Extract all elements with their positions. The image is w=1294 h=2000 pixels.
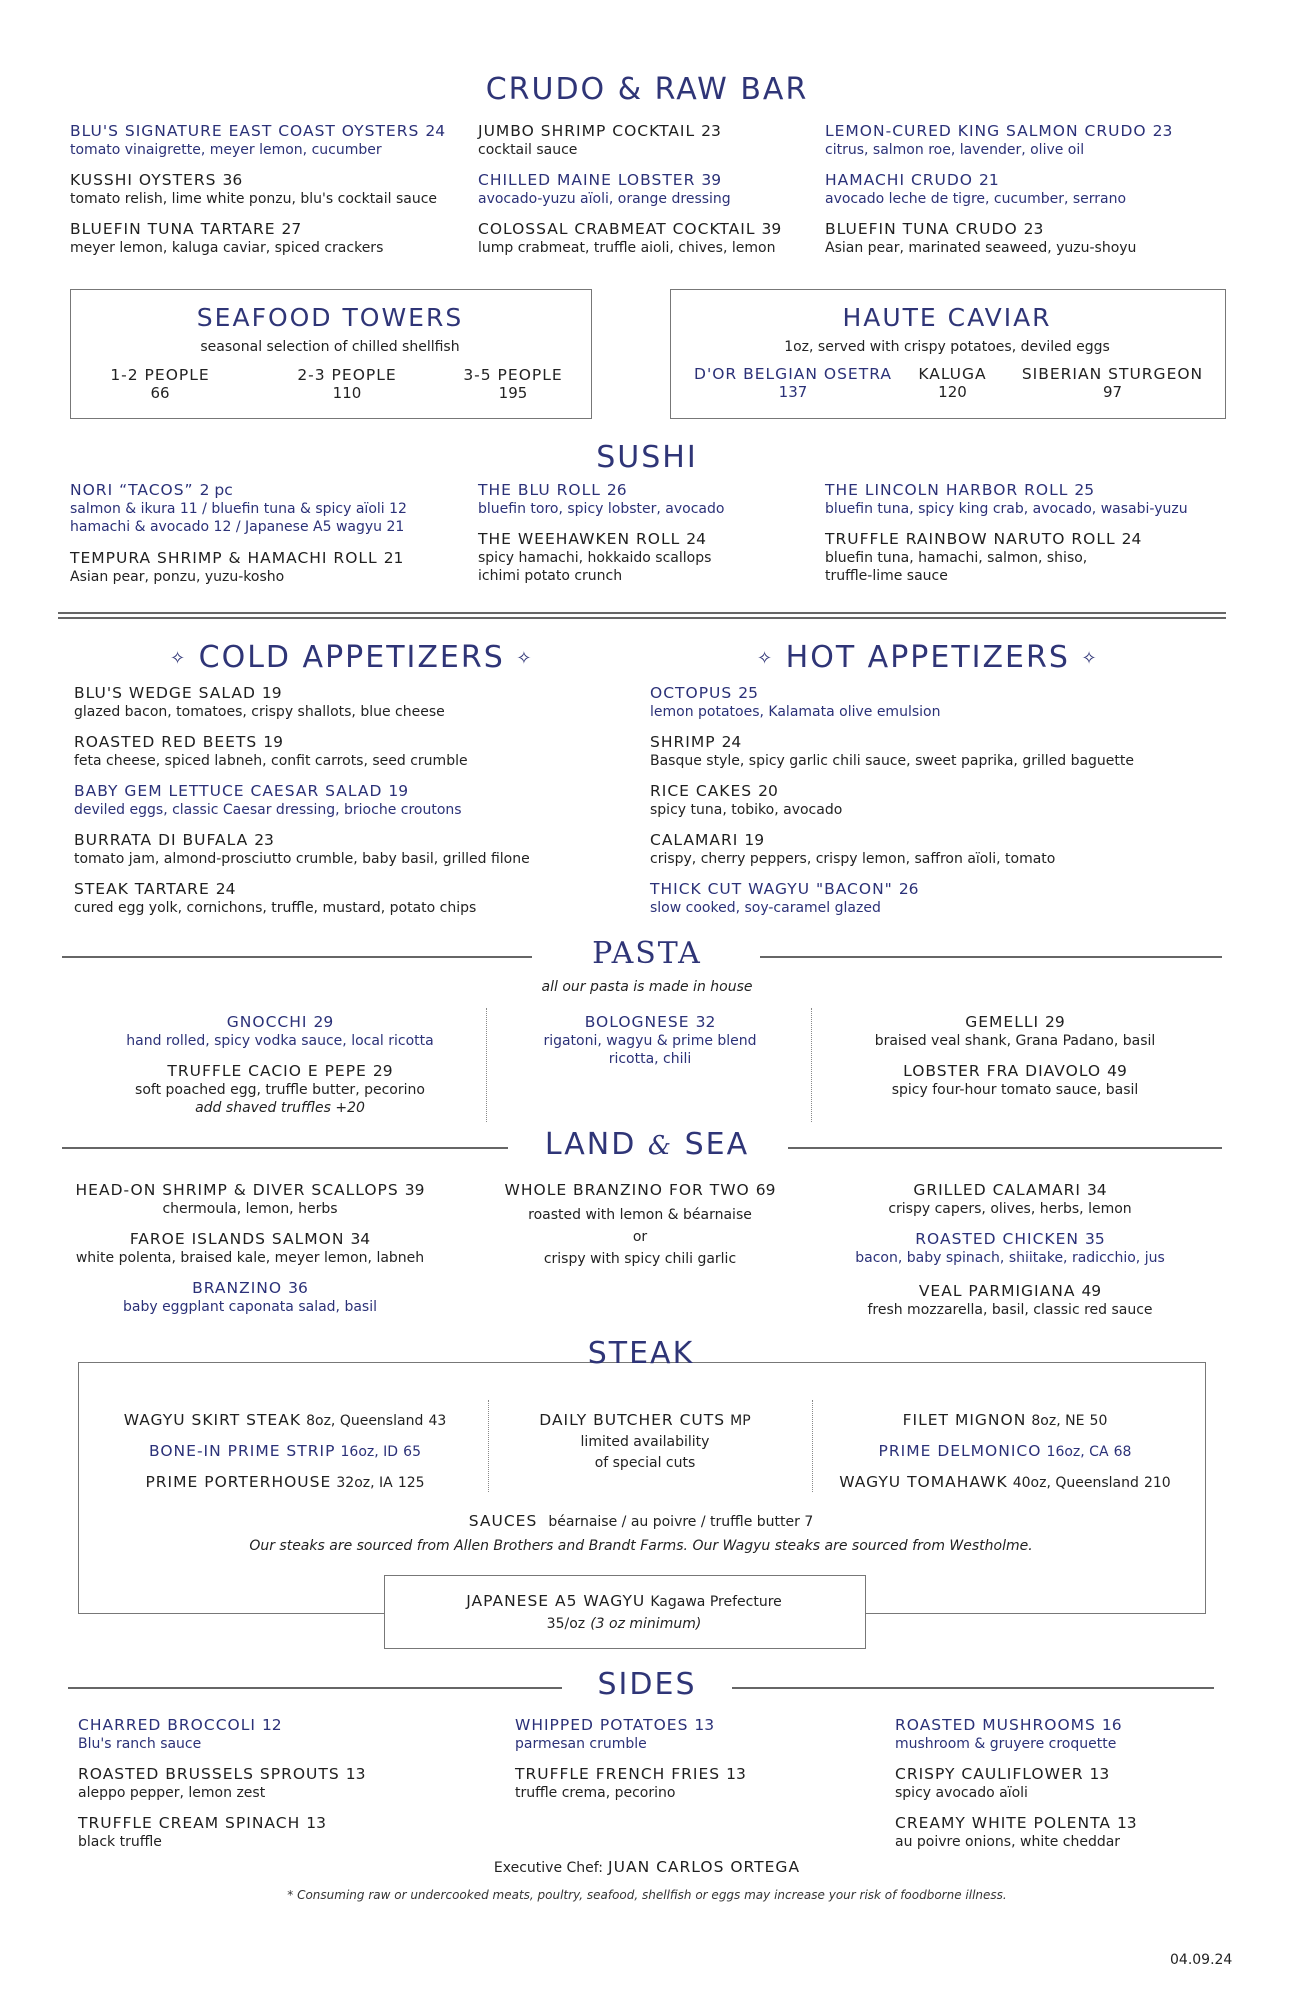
item-price: 210 [1143, 1475, 1171, 1491]
item-name: BRANZINO [192, 1279, 283, 1297]
menu-item [490, 1013, 810, 1068]
item-price: 43 [428, 1413, 447, 1429]
steak-sauces [78, 1511, 1204, 1531]
item-name: PRIME DELMONICO [878, 1442, 1042, 1460]
steak-item [820, 1441, 1190, 1461]
item-price: 49 [1107, 1062, 1127, 1080]
item-name: WHOLE BRANZINO FOR TWO [504, 1181, 750, 1199]
pasta-subtitle: all our pasta is made in house [541, 979, 753, 995]
item-price: 24 [215, 880, 236, 898]
sides-title: SIDES [597, 1667, 697, 1702]
item-desc: crispy with spicy chili garlic [543, 1251, 737, 1267]
tower-option [448, 366, 578, 402]
caviar-option [900, 365, 1005, 401]
item-desc: Basque style, spicy garlic chili sauce, sweet paprika, grilled baguette [650, 753, 1135, 769]
item-detail: 32oz, IA [336, 1475, 393, 1491]
steak-item [100, 1410, 470, 1430]
item-desc: deviled eggs, classic Caesar dressing, brioche croutons [74, 802, 462, 818]
item-name: JUMBO SHRIMP COCKTAIL [478, 122, 696, 140]
item-name: LOBSTER FRA DIAVOLO [903, 1062, 1102, 1080]
dotted-divider [486, 1008, 487, 1122]
item-price: 32 [695, 1013, 716, 1031]
item-desc: tomato vinaigrette, meyer lemon, cucumber [70, 142, 382, 158]
menu-item [830, 1181, 1190, 1218]
item-detail: 8oz, NE [1031, 1413, 1085, 1429]
haute-caviar-title: HAUTE CAVIAR [842, 303, 1052, 332]
item-desc: cocktail sauce [478, 142, 578, 158]
item-desc: ichimi potato crunch [478, 568, 623, 584]
item-price: 24 [721, 733, 742, 751]
item-price: 24 [425, 122, 446, 140]
item-name: RICE CAKES [650, 782, 753, 800]
menu-item [650, 684, 940, 721]
divider [58, 612, 1226, 614]
item-name: CHILLED MAINE LOBSTER [478, 171, 696, 189]
item-name: PRIME PORTERHOUSE [145, 1473, 332, 1491]
item-name: BLU'S SIGNATURE EAST COAST OYSTERS [70, 122, 420, 140]
item-name: WHIPPED POTATOES [515, 1716, 689, 1734]
option-price: 195 [498, 384, 528, 402]
item-price: 35/oz [546, 1616, 586, 1632]
item-name: BABY GEM LETTUCE CAESAR SALAD [74, 782, 383, 800]
steak-title: STEAK [587, 1336, 695, 1371]
item-desc: salmon & ikura 11 / bluefin tuna & spicy aïoli 12 [70, 501, 407, 517]
item-detail: Kagawa Prefecture [650, 1594, 782, 1610]
item-name: BLUEFIN TUNA CRUDO [825, 220, 1018, 238]
menu-item [478, 220, 781, 257]
menu-item [895, 1814, 1137, 1851]
item-price: 13 [345, 1765, 366, 1783]
item-name: BLU'S WEDGE SALAD [74, 684, 256, 702]
item-price: 23 [701, 122, 721, 140]
item-name: GNOCCHI [226, 1013, 308, 1031]
item-name: BONE-IN PRIME STRIP [149, 1442, 336, 1460]
item-name: VEAL PARMIGIANA [918, 1282, 1076, 1300]
item-name: HEAD-ON SHRIMP & DIVER SCALLOPS [75, 1181, 399, 1199]
item-price: 16 [1101, 1716, 1122, 1734]
item-detail: 8oz, Queensland [306, 1413, 424, 1429]
item-price: 21 [383, 549, 404, 567]
menu-item [60, 1181, 440, 1218]
menu-item [78, 1765, 365, 1802]
item-price: 36 [222, 171, 243, 189]
item-desc: crispy capers, olives, herbs, lemon [888, 1201, 1132, 1217]
caviar-option [693, 365, 893, 401]
executive-chef [0, 1857, 1294, 1877]
cold-appetizers-heading [170, 640, 533, 675]
item-name: ROASTED BRUSSELS SPROUTS [78, 1765, 340, 1783]
menu-item [515, 1765, 746, 1802]
a5-wagyu-item [384, 1591, 864, 1633]
item-desc: spicy hamachi, hokkaido scallops [478, 550, 712, 566]
option-price: 110 [332, 384, 362, 402]
chef-label: Executive Chef: [493, 1860, 603, 1876]
item-name: WAGYU SKIRT STEAK [123, 1411, 301, 1429]
menu-item [70, 481, 407, 536]
menu-item [78, 1716, 282, 1753]
item-price: 34 [1086, 1181, 1107, 1199]
item-name: CREAMY WHITE POLENTA [895, 1814, 1111, 1832]
item-desc: avocado leche de tigre, cucumber, serrano [825, 191, 1127, 207]
item-desc: spicy avocado aïoli [895, 1785, 1028, 1801]
item-price: 39 [701, 171, 722, 189]
item-price: 65 [403, 1444, 421, 1460]
item-desc: or [632, 1229, 648, 1245]
menu-item [70, 220, 383, 257]
item-desc: spicy four-hour tomato sauce, basil [891, 1082, 1139, 1098]
item-price: 19 [261, 684, 282, 702]
item-name: STEAK TARTARE [74, 880, 210, 898]
hot-appetizers-heading [757, 640, 1099, 675]
item-price: 23 [1023, 220, 1044, 238]
pasta-title: PASTA [592, 936, 702, 971]
item-name: FILET MIGNON [902, 1411, 1027, 1429]
sparkle-icon: ✧ [1081, 648, 1099, 669]
item-price: 27 [281, 220, 302, 238]
land-sea-title: LAND [544, 1127, 637, 1162]
menu-item [650, 733, 1134, 770]
option-price: 66 [150, 384, 170, 402]
item-price: 29 [1045, 1013, 1065, 1031]
item-name: BOLOGNESE [584, 1013, 690, 1031]
foodborne-disclaimer: * Consuming raw or undercooked meats, poultry, seafood, shellfish or eggs may increase your risk of foodborne illness. [287, 1888, 1007, 1902]
item-name: THICK CUT WAGYU "BACON" [650, 880, 893, 898]
item-price: 24 [1121, 530, 1142, 548]
menu-item [478, 171, 731, 208]
item-desc: spicy tuna, tobiko, avocado [650, 802, 843, 818]
item-detail: 16oz, ID [340, 1444, 399, 1460]
chef-name: JUAN CARLOS ORTEGA [608, 1858, 801, 1876]
item-name: LEMON-CURED KING SALMON CRUDO [825, 122, 1147, 140]
item-name: BURRATA DI BUFALA [74, 831, 249, 849]
item-price: 21 [979, 171, 999, 189]
item-desc: bluefin tuna, hamachi, salmon, shiso, [825, 550, 1088, 566]
item-name: CRISPY CAULIFLOWER [895, 1765, 1084, 1783]
item-price: 24 [686, 530, 706, 548]
item-name: THE LINCOLN HARBOR ROLL [825, 481, 1069, 499]
item-desc: bluefin tuna, spicy king crab, avocado, wasabi-yuzu [825, 501, 1188, 517]
divider [58, 617, 1226, 619]
item-name: FAROE ISLANDS SALMON [129, 1230, 345, 1248]
item-price: 50 [1089, 1413, 1108, 1429]
menu-item [825, 530, 1141, 585]
item-desc: aleppo pepper, lemon zest [78, 1785, 266, 1801]
item-desc: meyer lemon, kaluga caviar, spiced crackers [70, 240, 384, 256]
item-name: SHRIMP [650, 733, 716, 751]
steak-item [820, 1410, 1190, 1430]
item-name: ROASTED CHICKEN [915, 1230, 1079, 1248]
item-price: 23 [1152, 122, 1173, 140]
item-name: KUSSHI OYSTERS [70, 171, 217, 189]
menu-item [78, 1814, 326, 1851]
item-price: 29 [313, 1013, 334, 1031]
menu-item [80, 1062, 480, 1117]
item-desc: bluefin toro, spicy lobster, avocado [478, 501, 725, 517]
item-desc: citrus, salmon roe, lavender, olive oil [825, 142, 1085, 158]
item-desc: Blu's ranch sauce [78, 1736, 202, 1752]
item-price: 13 [726, 1765, 746, 1783]
menu-item [895, 1765, 1109, 1802]
sushi-title: SUSHI [596, 440, 698, 475]
steak-item [100, 1472, 470, 1492]
cold-appetizers-title: COLD APPETIZERS [198, 640, 505, 675]
item-name: TRUFFLE FRENCH FRIES [515, 1765, 721, 1783]
menu-item [70, 122, 445, 159]
item-desc: Asian pear, ponzu, yuzu-kosho [70, 569, 285, 585]
item-name: HAMACHI CRUDO [825, 171, 974, 189]
menu-item [74, 880, 476, 917]
option-label: SIBERIAN STURGEON [1021, 365, 1204, 383]
item-desc: soft poached egg, truffle butter, pecorino [135, 1082, 425, 1098]
item-desc: baby eggplant caponata salad, basil [122, 1299, 377, 1315]
item-desc: mushroom & gruyere croquette [895, 1736, 1117, 1752]
item-name: BLUEFIN TUNA TARTARE [70, 220, 276, 238]
menu-item [825, 220, 1136, 257]
menu-item [74, 831, 530, 868]
dotted-divider [811, 1008, 812, 1122]
item-price: 12 [261, 1716, 282, 1734]
item-desc: slow cooked, soy-caramel glazed [650, 900, 881, 916]
item-price: 49 [1081, 1282, 1102, 1300]
item-desc: white polenta, braised kale, meyer lemon, labneh [75, 1250, 425, 1266]
item-desc: avocado-yuzu aïoli, orange dressing [478, 191, 731, 207]
item-note: add shaved truffles +20 [195, 1100, 365, 1116]
hot-appetizers-title: HOT APPETIZERS [785, 640, 1070, 675]
item-desc: tomato relish, lime white ponzu, blu's cocktail sauce [70, 191, 438, 207]
item-name: CHARRED BROCCOLI [78, 1716, 256, 1734]
tower-option [95, 366, 225, 402]
item-desc: lemon potatoes, Kalamata olive emulsion [650, 704, 941, 720]
dotted-divider [812, 1400, 813, 1492]
item-name: OCTOPUS [650, 684, 733, 702]
option-label: D'OR BELGIAN OSETRA [694, 365, 892, 383]
item-desc: roasted with lemon & béarnaise [528, 1207, 752, 1223]
item-price: 25 [738, 684, 758, 702]
item-name: GRILLED CALAMARI [913, 1181, 1081, 1199]
haute-caviar-subtitle: 1oz, served with crispy potatoes, deviled eggs [784, 339, 1110, 355]
item-desc: limited availability [580, 1434, 710, 1450]
item-desc: of special cuts [594, 1455, 696, 1471]
item-price: 26 [606, 481, 627, 499]
menu-item [830, 1230, 1190, 1267]
item-name: TRUFFLE CACIO E PEPE [167, 1062, 367, 1080]
item-price: 13 [1116, 1814, 1137, 1832]
menu-item [478, 530, 711, 585]
item-price: 36 [288, 1279, 308, 1297]
item-name: GEMELLI [965, 1013, 1040, 1031]
item-name: CALAMARI [650, 831, 739, 849]
option-price: 97 [1102, 383, 1123, 401]
menu-item [895, 1716, 1122, 1753]
option-label: 3-5 PEOPLE [463, 366, 563, 384]
item-name: THE BLU ROLL [478, 481, 601, 499]
item-price: 29 [372, 1062, 393, 1080]
item-detail: 40oz, Queensland [1012, 1475, 1139, 1491]
item-price: 13 [694, 1716, 715, 1734]
steak-item [495, 1410, 795, 1472]
item-name: ROASTED MUSHROOMS [895, 1716, 1096, 1734]
item-price: 39 [761, 220, 782, 238]
menu-item [815, 1013, 1215, 1050]
land-sea-heading [0, 1127, 1294, 1162]
seafood-towers-title: SEAFOOD TOWERS [196, 303, 464, 332]
item-desc: cured egg yolk, cornichons, truffle, mustard, potato chips [74, 900, 477, 916]
item-desc: bacon, baby spinach, shiitake, radicchio, jus [855, 1250, 1165, 1266]
caviar-option [1020, 365, 1205, 401]
menu-item [650, 782, 842, 819]
menu-item [650, 880, 919, 917]
item-name: WAGYU TOMAHAWK [839, 1473, 1008, 1491]
menu-item [74, 733, 468, 770]
steak-source-note: Our steaks are sourced from Allen Brothers and Brandt Farms. Our Wagyu steaks are sourced from Westholme. [249, 1538, 1033, 1554]
option-label: 1-2 PEOPLE [110, 366, 210, 384]
menu-item [830, 1282, 1190, 1319]
item-count: 2 pc [199, 481, 233, 499]
item-price: 20 [758, 782, 778, 800]
menu-item [815, 1062, 1215, 1099]
menu-item [650, 831, 1055, 868]
option-label: KALUGA [918, 365, 987, 383]
item-name: DAILY BUTCHER CUTS [539, 1411, 726, 1429]
menu-item [74, 684, 445, 721]
item-desc: black truffle [78, 1834, 162, 1850]
option-price: 120 [938, 383, 967, 401]
item-price: 19 [388, 782, 409, 800]
item-price: 34 [350, 1230, 371, 1248]
item-price: 25 [1074, 481, 1095, 499]
item-desc: truffle-lime sauce [825, 568, 948, 584]
item-desc: rigatoni, wagyu & prime blend [543, 1033, 757, 1049]
item-desc: hand rolled, spicy vodka sauce, local ricotta [126, 1033, 434, 1049]
land-sea-title: SEA [684, 1127, 750, 1162]
item-price: 13 [1089, 1765, 1110, 1783]
item-price: 19 [263, 733, 283, 751]
item-name: TRUFFLE RAINBOW NARUTO ROLL [825, 530, 1116, 548]
item-price: MP [730, 1413, 751, 1429]
item-price: 13 [306, 1814, 326, 1832]
item-price: 35 [1084, 1230, 1105, 1248]
sparkle-icon: ✧ [170, 648, 188, 669]
item-detail: 16oz, CA [1046, 1444, 1109, 1460]
menu-item [60, 1279, 440, 1316]
item-name: TRUFFLE CREAM SPINACH [78, 1814, 301, 1832]
item-desc: crispy, cherry peppers, crispy lemon, saffron aïoli, tomato [650, 851, 1056, 867]
item-price: 23 [254, 831, 274, 849]
menu-item [70, 171, 437, 208]
seafood-towers-subtitle: seasonal selection of chilled shellfish [200, 339, 460, 355]
sauces-label: SAUCES [468, 1512, 538, 1530]
steak-item [820, 1472, 1190, 1492]
item-desc: parmesan crumble [515, 1736, 647, 1752]
item-desc: ricotta, chili [608, 1051, 692, 1067]
menu-item [825, 122, 1172, 159]
item-desc: tomato jam, almond-prosciutto crumble, baby basil, grilled filone [74, 851, 530, 867]
item-desc: lump crabmeat, truffle aioli, chives, lemon [478, 240, 776, 256]
menu-item [478, 122, 721, 159]
menu-date: 04.09.24 [1170, 1952, 1233, 1968]
item-desc: fresh mozzarella, basil, classic red sauce [867, 1302, 1153, 1318]
item-desc: braised veal shank, Grana Padano, basil [874, 1033, 1156, 1049]
item-name: JAPANESE A5 WAGYU [466, 1592, 646, 1610]
menu-item [70, 549, 403, 586]
sparkle-icon: ✧ [757, 648, 775, 669]
menu-item [470, 1181, 810, 1268]
option-price: 137 [778, 383, 808, 401]
item-desc: glazed bacon, tomatoes, crispy shallots, blue cheese [74, 704, 445, 720]
crudo-title: CRUDO & RAW BAR [485, 72, 809, 107]
menu-item [478, 481, 724, 518]
item-desc: truffle crema, pecorino [515, 1785, 676, 1801]
menu-item [825, 171, 1126, 208]
menu-item [80, 1013, 480, 1050]
item-name: ROASTED RED BEETS [74, 733, 258, 751]
item-price: 26 [898, 880, 919, 898]
item-price: 19 [744, 831, 765, 849]
item-name: COLOSSAL CRABMEAT COCKTAIL [478, 220, 756, 238]
item-desc: au poivre onions, white cheddar [895, 1834, 1121, 1850]
item-desc: Asian pear, marinated seaweed, yuzu-shoyu [825, 240, 1137, 256]
steak-item [100, 1441, 470, 1461]
item-price: 125 [397, 1475, 425, 1491]
item-desc: hamachi & avocado 12 / Japanese A5 wagyu 21 [70, 519, 405, 535]
sparkle-icon: ✧ [516, 648, 534, 669]
item-note: (3 oz minimum) [590, 1616, 702, 1632]
menu-item [825, 481, 1188, 518]
item-name: NORI “TACOS” [70, 481, 194, 499]
item-desc: feta cheese, spiced labneh, confit carrots, seed crumble [74, 753, 468, 769]
item-desc: chermoula, lemon, herbs [162, 1201, 338, 1217]
menu-item [74, 782, 462, 819]
item-price: 68 [1113, 1444, 1132, 1460]
item-price: 69 [755, 1181, 776, 1199]
item-name: TEMPURA SHRIMP & HAMACHI ROLL [70, 549, 378, 567]
tower-option [282, 366, 412, 402]
option-label: 2-3 PEOPLE [297, 366, 397, 384]
sauces-list: béarnaise / au poivre / truffle butter 7 [548, 1514, 814, 1530]
menu-item [515, 1716, 714, 1753]
item-price: 39 [404, 1181, 425, 1199]
ampersand: & [647, 1131, 674, 1161]
menu-item [60, 1230, 440, 1267]
item-name: THE WEEHAWKEN ROLL [478, 530, 681, 548]
dotted-divider [488, 1400, 489, 1492]
